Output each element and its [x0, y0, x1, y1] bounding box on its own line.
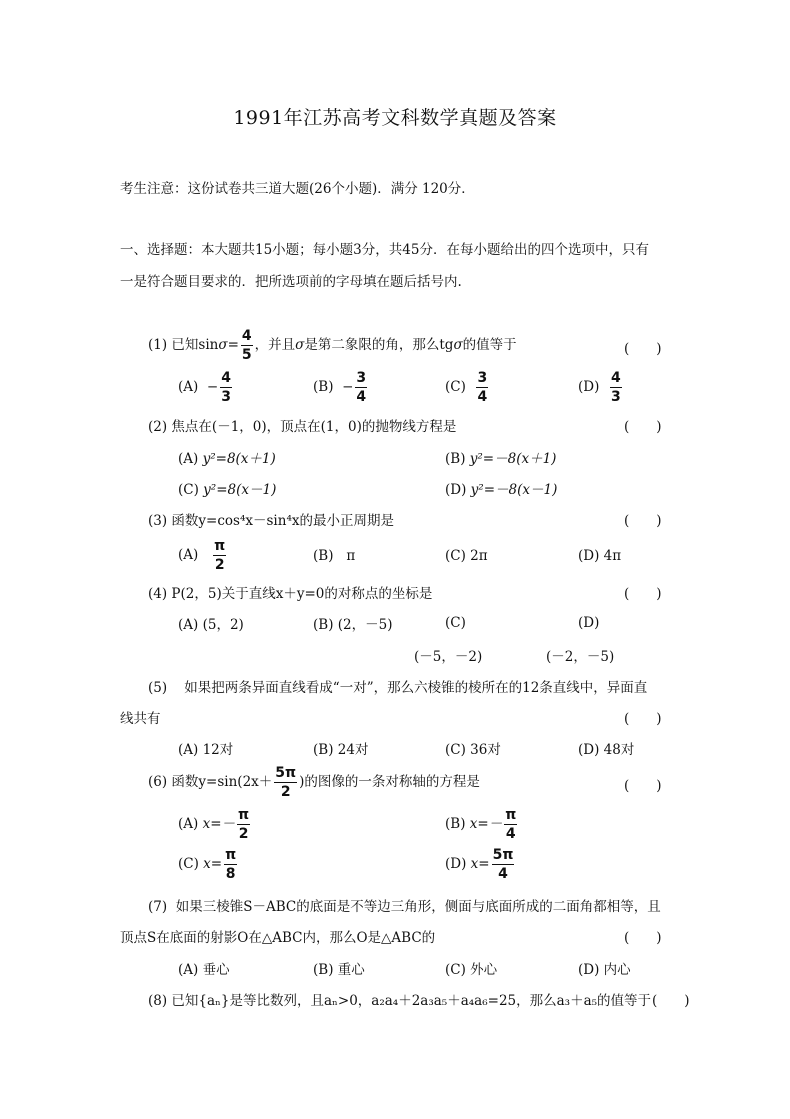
- q5-option-c-text: 36对: [470, 742, 501, 758]
- q5-stem: [148, 676, 647, 696]
- q2-option-d-text: y²=－8(x－1): [470, 482, 558, 498]
- q7-option-a[interactable]: [178, 958, 230, 978]
- q7-line2: 顶点S在底面的射影O在△ABC内，那么O是△ABC的: [120, 930, 436, 946]
- q1-text-post2: 是第二象限的角，那么tg: [304, 337, 454, 353]
- q5-option-d-text: 48对: [603, 742, 635, 758]
- q4-number: (4): [148, 586, 168, 602]
- q6-fraction: [274, 766, 297, 799]
- q2-answer-blank[interactable]: ( ): [624, 419, 662, 435]
- q5-option-b-label: (B): [313, 742, 334, 758]
- q2-option-b-text: y²=－8(x＋1): [469, 451, 557, 467]
- q4-option-a-text: (5，2): [202, 617, 244, 633]
- q5-option-a-text: 12对: [202, 742, 234, 758]
- q2-option-a[interactable]: [178, 447, 276, 467]
- q6-option-d[interactable]: [445, 846, 516, 882]
- q7-number: (7): [148, 899, 168, 915]
- q5-option-b-text: 24对: [337, 742, 369, 758]
- q6-option-a-pre: x=－: [202, 816, 236, 832]
- q3-option-d-label: (D): [578, 548, 600, 564]
- q1-option-d[interactable]: [578, 369, 624, 405]
- q3-option-b-text: π: [346, 548, 356, 564]
- q6-number: (6): [148, 774, 168, 790]
- q4-option-c-label[interactable]: (C): [445, 615, 466, 631]
- q2-option-b-label: (B): [445, 451, 466, 467]
- q2-stem: [148, 415, 456, 435]
- q3-option-a-num: π: [214, 538, 226, 554]
- q2-option-c[interactable]: [178, 478, 276, 498]
- q4-option-d-label[interactable]: (D): [578, 615, 600, 631]
- q6-option-d-den: 4: [498, 866, 508, 882]
- q1-option-b[interactable]: [313, 369, 369, 405]
- q6-option-c-pre: x=: [203, 856, 223, 872]
- q2-option-d[interactable]: [445, 478, 557, 498]
- q4-option-c-text: (－5，－2): [414, 649, 483, 665]
- q3-option-a[interactable]: [178, 537, 228, 573]
- q7-line1: 如果三棱锥S－ABC的底面是不等边三角形，侧面与底面所成的二面角都相等，且: [175, 899, 661, 915]
- q7-option-c-text: 外心: [470, 962, 498, 978]
- q6-option-a-den: 2: [238, 826, 249, 842]
- q3-option-a-den: 2: [214, 557, 225, 573]
- q4-option-b-text: (2，－5): [337, 617, 393, 633]
- q3-option-c-label: (C): [445, 548, 466, 564]
- q1-option-b-den: 4: [356, 389, 367, 405]
- q1-stem: [148, 328, 517, 362]
- q6-option-d-num: 5π: [492, 847, 514, 863]
- q1-option-c-num: 3: [477, 370, 488, 386]
- q3-option-d[interactable]: [578, 548, 621, 564]
- q1-option-a-sign: −: [206, 379, 219, 395]
- q1-option-d-num: 4: [610, 370, 621, 386]
- q2-number: (2): [148, 419, 168, 435]
- q1-sigma-3: σ: [453, 337, 463, 353]
- q6-option-c-den: 8: [225, 866, 236, 882]
- q6-option-c-label: (C): [178, 856, 199, 872]
- q4-stem: [148, 582, 432, 602]
- q6-stem: [148, 764, 480, 800]
- q7-option-d[interactable]: [578, 958, 631, 978]
- q5-option-a[interactable]: [178, 738, 233, 758]
- q6-option-c[interactable]: [178, 846, 239, 882]
- q6-option-b-den: 4: [505, 826, 516, 842]
- q8-number: (8): [148, 993, 168, 1009]
- q7-option-d-text: 内心: [603, 962, 631, 978]
- q8-answer-blank[interactable]: ( ): [652, 993, 690, 1009]
- q5-line1: 如果把两条异面直线看成“一对”，那么六棱锥的棱所在的12条直线中，异面直: [184, 680, 648, 696]
- q3-stem: [148, 509, 394, 529]
- q5-option-b[interactable]: [313, 738, 368, 758]
- q3-option-a-label: (A): [178, 547, 199, 563]
- q6-option-a-num: π: [238, 807, 250, 823]
- q1-text-post3: 的值等于: [462, 337, 517, 353]
- q3-text: 函数y=cos⁴x－sin⁴x的最小正周期是: [171, 513, 394, 529]
- q1-sigma-2: σ: [295, 337, 305, 353]
- q6-answer-blank[interactable]: ( ): [624, 778, 662, 794]
- q6-option-a[interactable]: [178, 806, 252, 842]
- exam-notice: 考生注意：这份试卷共三道大题(26个小题)．满分 120分．: [120, 181, 475, 197]
- q7-answer-blank[interactable]: ( ): [624, 930, 662, 946]
- q1-option-c-label: (C): [445, 379, 466, 395]
- q6-text-post: )的图像的一条对称轴的方程是: [299, 774, 480, 790]
- q7-option-b[interactable]: [313, 958, 365, 978]
- q4-option-a-label: (A): [178, 617, 199, 633]
- q1-option-c-den: 4: [477, 389, 488, 405]
- q1-option-d-label: (D): [578, 379, 600, 395]
- q1-text-post: ，并且: [254, 337, 296, 353]
- q4-option-b-label: (B): [313, 617, 334, 633]
- q1-option-b-label: (B): [313, 379, 334, 395]
- q1-option-b-num: 3: [356, 370, 367, 386]
- q6-option-b-num: π: [505, 807, 517, 823]
- q5-option-c[interactable]: [445, 738, 501, 758]
- q2-option-b[interactable]: [445, 447, 556, 467]
- q6-frac-den: 2: [280, 784, 291, 800]
- q1-text-pre: 已知sin: [171, 337, 219, 353]
- q2-option-a-text: y²=8(x＋1): [202, 451, 276, 467]
- q5-option-d-label: (D): [578, 742, 600, 758]
- q4-answer-blank[interactable]: ( ): [624, 586, 662, 602]
- q5-answer-blank[interactable]: ( ): [624, 711, 662, 727]
- q2-option-c-text: y²=8(x－1): [203, 482, 277, 498]
- q5-number: (5): [148, 680, 168, 696]
- q4-option-a[interactable]: [178, 613, 244, 633]
- q1-answer-blank[interactable]: ( ): [624, 341, 662, 357]
- q2-option-d-label: (D): [445, 482, 467, 498]
- q8-text: 已知{aₙ}是等比数列，且aₙ>0，a₂a₄＋2a₃a₅＋a₄a₆=25，那么a₃＋a₅的值等于: [171, 993, 652, 1009]
- q7-stem: [148, 895, 661, 915]
- page-title: 1991年江苏高考文科数学真题及答案: [233, 107, 557, 129]
- q6-option-c-num: π: [225, 847, 237, 863]
- q1-option-a-num: 4: [221, 370, 231, 386]
- q6-frac-num: 5π: [275, 765, 297, 781]
- q1-eq: =: [227, 337, 239, 353]
- q3-option-b-label: (B): [313, 548, 334, 564]
- q6-option-a-label: (A): [178, 816, 199, 832]
- q6-option-d-label: (D): [445, 856, 467, 872]
- q3-option-d-text: 4π: [603, 548, 622, 564]
- q2-option-c-label: (C): [178, 482, 199, 498]
- q1-number: (1): [148, 337, 168, 353]
- q4-option-b[interactable]: [313, 613, 392, 633]
- q1-frac-num: 4: [241, 328, 252, 344]
- q5-option-a-label: (A): [178, 742, 199, 758]
- q1-frac-den: 5: [241, 347, 252, 363]
- q1-fraction: [241, 329, 253, 362]
- q7-option-c[interactable]: [445, 958, 497, 978]
- q1-option-b-sign: −: [342, 379, 354, 395]
- q2-text: 焦点在(－1，0)，顶点在(1，0)的抛物线方程是: [171, 419, 457, 435]
- q6-option-b-label: (B): [445, 816, 466, 832]
- q5-line2: 线共有: [120, 711, 161, 727]
- q6-option-b-pre: x=－: [469, 816, 503, 832]
- q1-option-c[interactable]: [445, 369, 490, 405]
- q3-option-c[interactable]: [445, 548, 488, 564]
- q7-option-d-label: (D): [578, 962, 600, 978]
- q7-option-b-label: (B): [313, 962, 334, 978]
- q5-option-d[interactable]: [578, 738, 634, 758]
- q7-option-a-text: 垂心: [202, 962, 230, 978]
- q4-text: P(2，5)关于直线x＋y=0的对称点的坐标是: [171, 586, 433, 602]
- section1-line1: 一、选择题：本大题共15小题；每小题3分，共45分．在每小题给出的四个选项中，只有: [120, 242, 649, 258]
- q1-option-a-den: 3: [221, 389, 231, 405]
- q6-option-b[interactable]: [445, 806, 519, 842]
- q3-option-b[interactable]: [313, 548, 355, 564]
- q8-stem: [148, 989, 651, 1009]
- q3-answer-blank[interactable]: ( ): [624, 513, 662, 529]
- q7-option-a-label: (A): [178, 962, 199, 978]
- q7-option-b-text: 重心: [337, 962, 365, 978]
- q3-number: (3): [148, 513, 168, 529]
- q4-option-d-text: (－2，－5): [546, 649, 615, 665]
- q2-option-a-label: (A): [178, 451, 199, 467]
- q6-text-pre: 函数y=sin(2x＋: [171, 774, 273, 790]
- q5-option-c-label: (C): [445, 742, 466, 758]
- q1-option-d-den: 3: [610, 389, 621, 405]
- q1-option-a[interactable]: [178, 369, 234, 405]
- q6-option-d-pre: x=: [470, 856, 490, 872]
- q1-sigma: σ: [218, 337, 228, 353]
- q3-option-c-text: 2π: [470, 548, 488, 564]
- section1-line2: 一是符合题目要求的．把所选项前的字母填在题后括号内.: [120, 274, 462, 290]
- q1-option-a-label: (A): [178, 379, 199, 395]
- q7-option-c-label: (C): [445, 962, 466, 978]
